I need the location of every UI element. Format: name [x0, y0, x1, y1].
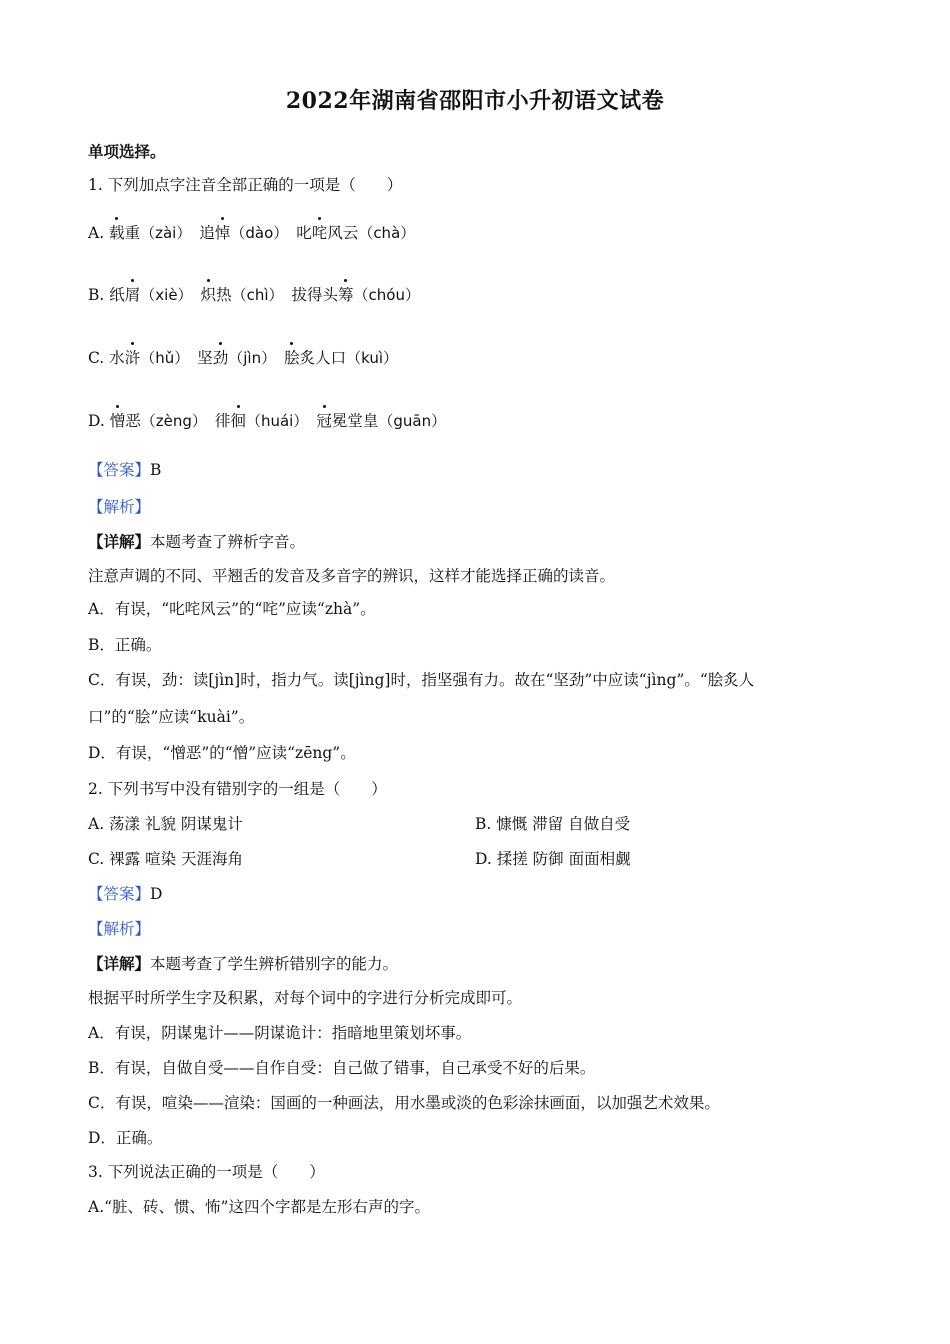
dotted-char: 劲 [212, 349, 229, 367]
word-prefix: 水 [109, 349, 125, 367]
answer-label: 【答案】 [88, 461, 151, 479]
pinyin: （xiè） [140, 286, 193, 304]
q2-answer [88, 883, 162, 905]
pinyin: （chóu） [353, 286, 420, 304]
detail-text: 本题考查了辨析字音。 [150, 533, 306, 551]
q1-option-d [88, 410, 446, 432]
pinyin: （zèng） [140, 412, 207, 430]
dotted-char: 屑 [124, 286, 141, 304]
word-prefix: 坚 [197, 349, 213, 367]
q1-option-a [88, 222, 415, 244]
q2-stem: 2. 下列书写中没有错别字的一组是（ ） [88, 780, 387, 798]
page-title: 2022年湖南省邵阳市小升初语文试卷 [285, 88, 665, 114]
q2-option-b: B. 慷慨 滞留 自做自受 [475, 815, 631, 833]
detail-label: 【详解】 [88, 532, 151, 551]
pinyin: （kuì） [346, 349, 399, 367]
word-rest: 恶 [125, 412, 141, 430]
dotted-char: 筹 [338, 286, 354, 304]
q2-detail [88, 953, 398, 975]
q1-explain-line: C．有误，劲：读[jìn]时，指力气。读[jìng]时，指坚强有力。故在“坚劲”中应读“jìng”。“脍炙人 [88, 671, 755, 689]
q1-explain-line: 口”的“脍”应读“kuài”。 [88, 708, 255, 726]
q2-option-d: D. 揉搓 防御 面面相觑 [475, 850, 631, 868]
q1-explain-line: D．有误，“憎恶”的“憎”应读“zēng”。 [88, 744, 356, 762]
dotted-char: 冠 [316, 412, 332, 430]
pinyin: （huái） [245, 412, 309, 430]
q2-explain-line: A．有误，阴谋鬼计——阴谋诡计：指暗地里策划坏事。 [88, 1024, 472, 1042]
q2-explain-line: D．正确。 [88, 1129, 163, 1147]
section-heading: 单项选择。 [88, 142, 166, 161]
word-rest: 风云 [327, 224, 359, 242]
q1-analysis-label: 【解析】 [88, 498, 151, 516]
word-rest: 炙人口 [299, 349, 347, 367]
pinyin: （guān） [378, 412, 447, 430]
word-prefix: 纸 [109, 286, 125, 304]
q2-analysis-label: 【解析】 [88, 920, 151, 938]
detail-label: 【详解】 [88, 954, 151, 973]
detail-text: 本题考查了学生辨析错别字的能力。 [150, 955, 399, 973]
q1-option-letter: A. [88, 224, 110, 242]
pinyin: （chà） [358, 224, 416, 242]
q2-explain-line: B．有误，自做自受——自作自受：自己做了错事，自己承受不好的后果。 [88, 1059, 596, 1077]
q2-explain-line: 根据平时所学生字及积累，对每个词中的字进行分析完成即可。 [88, 989, 523, 1007]
q1-option-b [88, 284, 420, 306]
dotted-char: 咤 [311, 224, 328, 242]
dotted-char: 脍 [284, 349, 300, 367]
answer-label: 【答案】 [88, 885, 151, 903]
word-prefix: 叱 [296, 224, 312, 242]
word-rest: 重 [124, 224, 141, 242]
pinyin: （dào） [230, 224, 289, 242]
q1-detail [88, 531, 305, 553]
q3-option-a: A.“脏、砖、惯、怖”这四个字都是左形右声的字。 [88, 1198, 430, 1216]
word-prefix: 追 [199, 224, 215, 242]
pinyin: （zài） [140, 224, 192, 242]
word-prefix: 拔得头 [291, 286, 339, 304]
q1-explain-line: A．有误，“叱咤风云”的“咤”应读“zhà”。 [88, 600, 376, 618]
q2-option-a: A. 荡漾 礼貌 阴谋鬼计 [88, 815, 243, 833]
q1-option-letter: C. [88, 349, 110, 367]
q2-option-c: C. 裸露 喧染 天涯海角 [88, 850, 244, 868]
dotted-char: 憎 [109, 412, 126, 430]
word-prefix: 徘 [214, 412, 231, 430]
dotted-char: 载 [109, 224, 125, 242]
q2-explain-line: C．有误，喧染——渲染：国画的一种画法，用水墨或淡的色彩涂抹画面，以加强艺术效果。 [88, 1094, 720, 1112]
dotted-char: 炽 [200, 286, 217, 304]
q1-option-letter: D. [88, 412, 110, 430]
q1-option-letter: B. [88, 286, 110, 304]
word-rest: 热 [216, 286, 232, 304]
answer-value: B [150, 461, 162, 479]
q1-option-c [88, 347, 398, 369]
pinyin: （chì） [231, 286, 284, 304]
q1-answer [88, 459, 161, 481]
q1-explain-line: 注意声调的不同、平翘舌的发音及多音字的辨识，这样才能选择正确的读音。 [88, 567, 616, 585]
q1-stem: 1. 下列加点字注音全部正确的一项是（ ） [88, 176, 403, 194]
dotted-char: 浒 [124, 349, 141, 367]
q3-stem: 3. 下列说法正确的一项是（ ） [88, 1163, 325, 1181]
pinyin: （hǔ） [140, 349, 190, 367]
answer-value: D [150, 885, 163, 903]
pinyin: （jìn） [228, 349, 277, 367]
q1-explain-line: B．正确。 [88, 636, 162, 654]
dotted-char: 徊 [230, 412, 246, 430]
word-rest: 冕堂皇 [331, 412, 379, 430]
dotted-char: 悼 [214, 224, 231, 242]
